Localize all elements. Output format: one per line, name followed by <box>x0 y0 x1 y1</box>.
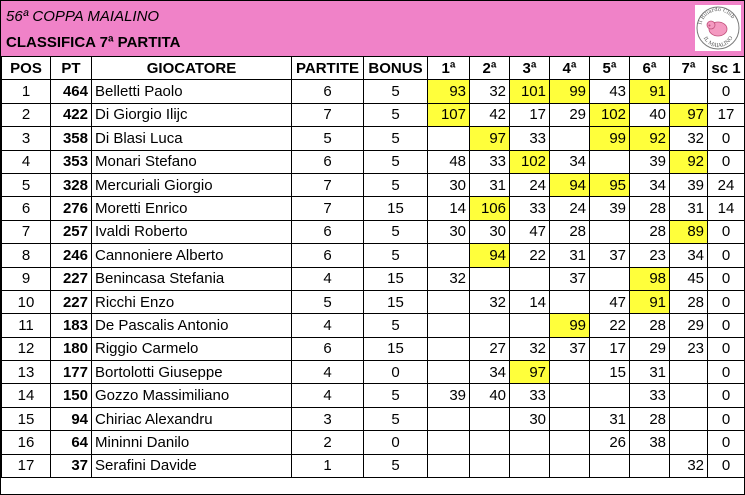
game-score-cell: 30 <box>470 220 510 243</box>
position-cell: 8 <box>2 244 51 267</box>
points-cell: 177 <box>51 361 92 384</box>
bonus-cell: 5 <box>364 103 428 126</box>
player-name-cell: Moretti Enrico <box>92 197 292 220</box>
table-row <box>2 431 745 454</box>
bonus-cell: 0 <box>364 431 428 454</box>
game-score-cell: 42 <box>470 103 510 126</box>
bonus-cell: 5 <box>364 80 428 103</box>
games-played-cell: 4 <box>292 267 364 290</box>
game-score-cell: 89 <box>670 220 708 243</box>
game-score-cell: 32 <box>510 337 550 360</box>
game-score-cell: 17 <box>590 337 630 360</box>
player-name-cell: Serafini Davide <box>92 454 292 477</box>
sc1-cell: 0 <box>708 220 745 243</box>
column-header: PARTITE <box>292 57 364 80</box>
game-score-cell <box>670 407 708 430</box>
game-score-cell: 14 <box>510 290 550 313</box>
bonus-cell: 15 <box>364 267 428 290</box>
column-header: 3ª <box>510 57 550 80</box>
game-score-cell: 23 <box>630 244 670 267</box>
points-cell: 180 <box>51 337 92 360</box>
game-score-cell <box>590 220 630 243</box>
game-score-cell: 32 <box>670 127 708 150</box>
games-played-cell: 1 <box>292 454 364 477</box>
game-score-cell: 26 <box>590 431 630 454</box>
games-played-cell: 6 <box>292 244 364 267</box>
game-score-cell: 91 <box>630 80 670 103</box>
player-name-cell: Di Giorgio Ilijc <box>92 103 292 126</box>
sc1-cell: 0 <box>708 361 745 384</box>
game-score-cell <box>428 431 470 454</box>
game-score-cell: 98 <box>630 267 670 290</box>
sc1-cell: 0 <box>708 407 745 430</box>
points-cell: 353 <box>51 150 92 173</box>
game-score-cell: 97 <box>670 103 708 126</box>
position-cell: 13 <box>2 361 51 384</box>
game-score-cell: 102 <box>590 103 630 126</box>
bonus-cell: 15 <box>364 337 428 360</box>
game-score-cell <box>550 361 590 384</box>
standings-subtitle: CLASSIFICA 7ª PARTITA <box>6 34 181 51</box>
game-score-cell: 32 <box>470 290 510 313</box>
points-cell: 227 <box>51 290 92 313</box>
sc1-cell: 0 <box>708 80 745 103</box>
games-played-cell: 5 <box>292 127 364 150</box>
table-row <box>2 314 745 337</box>
sc1-cell: 0 <box>708 290 745 313</box>
sc1-cell: 0 <box>708 244 745 267</box>
games-played-cell: 6 <box>292 80 364 103</box>
bonus-cell: 5 <box>364 244 428 267</box>
table-row <box>2 127 745 150</box>
position-cell: 7 <box>2 220 51 243</box>
sc1-cell: 0 <box>708 384 745 407</box>
game-score-cell: 92 <box>670 150 708 173</box>
game-score-cell: 39 <box>590 197 630 220</box>
table-row <box>2 220 745 243</box>
game-score-cell: 32 <box>428 267 470 290</box>
game-score-cell: 28 <box>630 220 670 243</box>
game-score-cell: 38 <box>630 431 670 454</box>
column-header: 2ª <box>470 57 510 80</box>
game-score-cell: 43 <box>590 80 630 103</box>
sc1-cell: 0 <box>708 314 745 337</box>
position-cell: 17 <box>2 454 51 477</box>
position-cell: 16 <box>2 431 51 454</box>
bonus-cell: 5 <box>364 454 428 477</box>
points-cell: 246 <box>51 244 92 267</box>
column-header: 4ª <box>550 57 590 80</box>
game-score-cell: 47 <box>510 220 550 243</box>
game-score-cell <box>590 267 630 290</box>
game-score-cell: 33 <box>470 150 510 173</box>
position-cell: 14 <box>2 384 51 407</box>
game-score-cell: 31 <box>670 197 708 220</box>
game-score-cell: 33 <box>510 384 550 407</box>
points-cell: 328 <box>51 173 92 196</box>
game-score-cell: 102 <box>510 150 550 173</box>
bonus-cell: 15 <box>364 290 428 313</box>
game-score-cell <box>550 384 590 407</box>
position-cell: 15 <box>2 407 51 430</box>
table-row <box>2 337 745 360</box>
game-score-cell <box>428 290 470 313</box>
game-score-cell <box>510 267 550 290</box>
game-score-cell: 30 <box>428 173 470 196</box>
player-name-cell: Ivaldi Roberto <box>92 220 292 243</box>
bonus-cell: 5 <box>364 407 428 430</box>
player-name-cell: Bortolotti Giuseppe <box>92 361 292 384</box>
game-score-cell: 37 <box>550 267 590 290</box>
points-cell: 422 <box>51 103 92 126</box>
games-played-cell: 6 <box>292 150 364 173</box>
sc1-cell: 0 <box>708 337 745 360</box>
game-score-cell <box>470 407 510 430</box>
position-cell: 2 <box>2 103 51 126</box>
points-cell: 64 <box>51 431 92 454</box>
table-row <box>2 407 745 430</box>
game-score-cell <box>630 454 670 477</box>
games-played-cell: 6 <box>292 337 364 360</box>
game-score-cell: 92 <box>630 127 670 150</box>
game-score-cell: 24 <box>510 173 550 196</box>
game-score-cell <box>428 314 470 337</box>
position-cell: 6 <box>2 197 51 220</box>
points-cell: 150 <box>51 384 92 407</box>
column-header: sc 1 <box>708 57 745 80</box>
bonus-cell: 5 <box>364 314 428 337</box>
points-cell: 94 <box>51 407 92 430</box>
game-score-cell <box>670 384 708 407</box>
game-score-cell: 99 <box>550 80 590 103</box>
game-score-cell <box>550 407 590 430</box>
player-name-cell: Chiriac Alexandru <box>92 407 292 430</box>
player-name-cell: Benincasa Stefania <box>92 267 292 290</box>
table-row <box>2 197 745 220</box>
game-score-cell: 107 <box>428 103 470 126</box>
table-row <box>2 384 745 407</box>
game-score-cell <box>470 454 510 477</box>
column-header: GIOCATORE <box>92 57 292 80</box>
game-score-cell <box>428 244 470 267</box>
game-score-cell: 29 <box>670 314 708 337</box>
position-cell: 12 <box>2 337 51 360</box>
standings-table <box>1 56 745 478</box>
game-score-cell <box>590 150 630 173</box>
points-cell: 358 <box>51 127 92 150</box>
game-score-cell: 28 <box>630 197 670 220</box>
bonus-cell: 5 <box>364 220 428 243</box>
game-score-cell: 99 <box>590 127 630 150</box>
column-header: 7ª <box>670 57 708 80</box>
table-row <box>2 150 745 173</box>
games-played-cell: 5 <box>292 290 364 313</box>
sc1-cell: 24 <box>708 173 745 196</box>
game-score-cell <box>670 361 708 384</box>
sc1-cell: 0 <box>708 150 745 173</box>
games-played-cell: 7 <box>292 103 364 126</box>
player-name-cell: Belletti Paolo <box>92 80 292 103</box>
column-header: BONUS <box>364 57 428 80</box>
game-score-cell: 15 <box>590 361 630 384</box>
game-score-cell: 24 <box>550 197 590 220</box>
table-row <box>2 361 745 384</box>
game-score-cell: 33 <box>510 197 550 220</box>
player-name-cell: Monari Stefano <box>92 150 292 173</box>
game-score-cell: 34 <box>550 150 590 173</box>
header-band <box>1 1 744 57</box>
games-played-cell: 7 <box>292 197 364 220</box>
game-score-cell: 31 <box>550 244 590 267</box>
game-score-cell <box>590 384 630 407</box>
games-played-cell: 2 <box>292 431 364 454</box>
player-name-cell: De Pascalis Antonio <box>92 314 292 337</box>
game-score-cell: 17 <box>510 103 550 126</box>
game-score-cell: 31 <box>590 407 630 430</box>
game-score-cell: 29 <box>630 337 670 360</box>
bonus-cell: 5 <box>364 150 428 173</box>
games-played-cell: 7 <box>292 173 364 196</box>
column-header: 5ª <box>590 57 630 80</box>
game-score-cell: 28 <box>670 290 708 313</box>
player-name-cell: Mercuriali Giorgio <box>92 173 292 196</box>
game-score-cell: 39 <box>428 384 470 407</box>
svg-text:IL MAIALINO: IL MAIALINO <box>701 35 735 50</box>
game-score-cell <box>550 290 590 313</box>
game-score-cell: 97 <box>510 361 550 384</box>
player-name-cell: Gozzo Massimiliano <box>92 384 292 407</box>
games-played-cell: 4 <box>292 361 364 384</box>
game-score-cell <box>550 454 590 477</box>
player-name-cell: Cannoniere Alberto <box>92 244 292 267</box>
game-score-cell: 101 <box>510 80 550 103</box>
game-score-cell: 31 <box>630 361 670 384</box>
game-score-cell: 39 <box>670 173 708 196</box>
bonus-cell: 5 <box>364 173 428 196</box>
position-cell: 9 <box>2 267 51 290</box>
position-cell: 3 <box>2 127 51 150</box>
game-score-cell: 28 <box>630 407 670 430</box>
game-score-cell: 27 <box>470 337 510 360</box>
game-score-cell <box>470 314 510 337</box>
sc1-cell: 0 <box>708 267 745 290</box>
svg-text:Il Biliardo Club: Il Biliardo Club <box>697 6 736 26</box>
bonus-cell: 15 <box>364 197 428 220</box>
game-score-cell <box>510 314 550 337</box>
game-score-cell: 22 <box>510 244 550 267</box>
game-score-cell: 106 <box>470 197 510 220</box>
game-score-cell: 37 <box>590 244 630 267</box>
table-row <box>2 244 745 267</box>
game-score-cell: 34 <box>630 173 670 196</box>
game-score-cell: 45 <box>670 267 708 290</box>
points-cell: 257 <box>51 220 92 243</box>
bonus-cell: 0 <box>364 361 428 384</box>
sc1-cell: 17 <box>708 103 745 126</box>
position-cell: 1 <box>2 80 51 103</box>
points-cell: 227 <box>51 267 92 290</box>
game-score-cell: 40 <box>470 384 510 407</box>
position-cell: 11 <box>2 314 51 337</box>
player-name-cell: Mininni Danilo <box>92 431 292 454</box>
player-name-cell: Di Blasi Luca <box>92 127 292 150</box>
games-played-cell: 4 <box>292 314 364 337</box>
player-name-cell: Ricchi Enzo <box>92 290 292 313</box>
game-score-cell: 48 <box>428 150 470 173</box>
game-score-cell: 39 <box>630 150 670 173</box>
game-score-cell: 23 <box>670 337 708 360</box>
game-score-cell: 34 <box>670 244 708 267</box>
game-score-cell: 22 <box>590 314 630 337</box>
table-row <box>2 290 745 313</box>
position-cell: 5 <box>2 173 51 196</box>
games-played-cell: 6 <box>292 220 364 243</box>
bonus-cell: 5 <box>364 384 428 407</box>
game-score-cell: 91 <box>630 290 670 313</box>
points-cell: 183 <box>51 314 92 337</box>
position-cell: 4 <box>2 150 51 173</box>
game-score-cell <box>590 454 630 477</box>
game-score-cell: 28 <box>550 220 590 243</box>
points-cell: 276 <box>51 197 92 220</box>
column-header: 1ª <box>428 57 470 80</box>
games-played-cell: 4 <box>292 384 364 407</box>
sc1-cell: 0 <box>708 431 745 454</box>
points-cell: 37 <box>51 454 92 477</box>
column-header: POS <box>2 57 51 80</box>
sc1-cell: 14 <box>708 197 745 220</box>
game-score-cell: 30 <box>510 407 550 430</box>
game-score-cell: 94 <box>550 173 590 196</box>
cup-title: 56ª COPPA MAIALINO <box>6 8 160 25</box>
position-cell: 10 <box>2 290 51 313</box>
game-score-cell: 34 <box>470 361 510 384</box>
game-score-cell: 33 <box>510 127 550 150</box>
game-score-cell: 33 <box>630 384 670 407</box>
games-played-cell: 3 <box>292 407 364 430</box>
game-score-cell: 32 <box>670 454 708 477</box>
club-logo <box>695 5 741 51</box>
sc1-cell: 0 <box>708 454 745 477</box>
game-score-cell <box>428 337 470 360</box>
game-score-cell: 14 <box>428 197 470 220</box>
game-score-cell <box>428 407 470 430</box>
table-row <box>2 80 745 103</box>
game-score-cell: 47 <box>590 290 630 313</box>
game-score-cell <box>670 431 708 454</box>
game-score-cell: 94 <box>470 244 510 267</box>
game-score-cell: 31 <box>470 173 510 196</box>
game-score-cell: 37 <box>550 337 590 360</box>
game-score-cell: 99 <box>550 314 590 337</box>
game-score-cell <box>428 361 470 384</box>
game-score-cell <box>550 127 590 150</box>
game-score-cell <box>670 80 708 103</box>
game-score-cell: 95 <box>590 173 630 196</box>
column-header: 6ª <box>630 57 670 80</box>
table-row <box>2 173 745 196</box>
game-score-cell <box>470 267 510 290</box>
column-header: PT <box>51 57 92 80</box>
game-score-cell: 32 <box>470 80 510 103</box>
game-score-cell <box>550 431 590 454</box>
game-score-cell: 97 <box>470 127 510 150</box>
game-score-cell <box>510 454 550 477</box>
game-score-cell: 30 <box>428 220 470 243</box>
sc1-cell: 0 <box>708 127 745 150</box>
game-score-cell <box>470 431 510 454</box>
game-score-cell <box>428 127 470 150</box>
table-row <box>2 454 745 477</box>
bonus-cell: 5 <box>364 127 428 150</box>
game-score-cell: 28 <box>630 314 670 337</box>
table-row <box>2 103 745 126</box>
game-score-cell: 40 <box>630 103 670 126</box>
table-row <box>2 267 745 290</box>
header-row <box>2 57 745 80</box>
game-score-cell <box>428 454 470 477</box>
points-cell: 464 <box>51 80 92 103</box>
game-score-cell: 29 <box>550 103 590 126</box>
game-score-cell: 93 <box>428 80 470 103</box>
player-name-cell: Riggio Carmelo <box>92 337 292 360</box>
game-score-cell <box>510 431 550 454</box>
